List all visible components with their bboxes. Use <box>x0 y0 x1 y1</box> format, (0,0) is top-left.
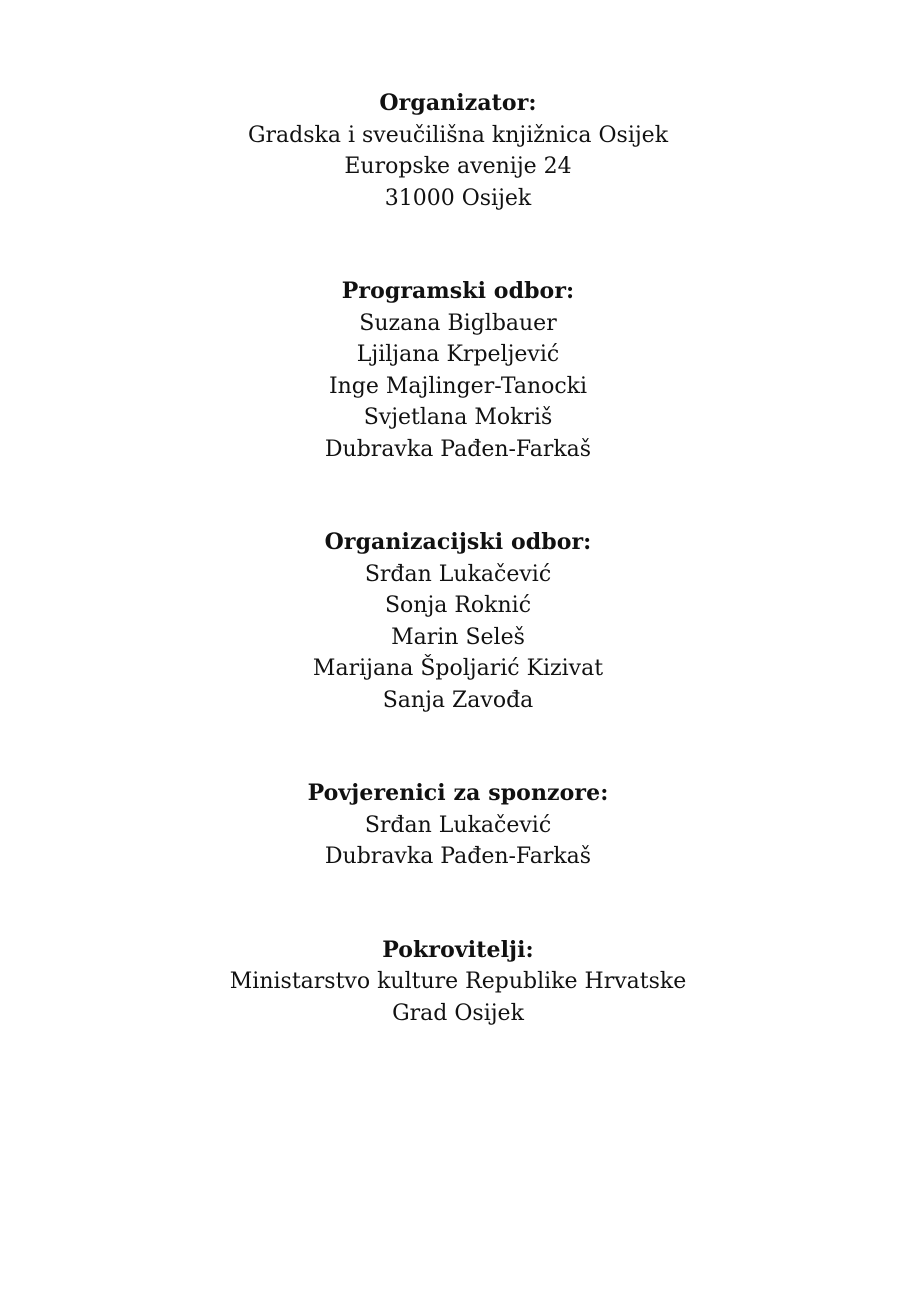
organizing-committee-member: Sanja Zavođa <box>382 687 534 713</box>
document-page <box>0 88 916 1091</box>
patrons-heading: Pokrovitelji: <box>382 936 534 963</box>
program-committee-member: Svjetlana Mokriš <box>363 405 553 430</box>
program-committee-heading: Programski odbor: <box>341 278 575 304</box>
program-committee-member: Inge Majlinger-Tanocki <box>328 373 588 399</box>
patron: Ministarstvo kulture Republike Hrvatske <box>229 969 687 994</box>
organizing-committee-member: Sonja Roknić <box>384 593 532 618</box>
organizing-committee-member: Marijana Špoljarić Kizivat <box>312 656 604 681</box>
organizing-committee-heading: Organizacijski odbor: <box>324 529 592 555</box>
organizing-committee-section <box>0 527 916 716</box>
organizing-committee-member: Srđan Lukačević <box>364 561 552 587</box>
organizing-committee-member: Marin Seleš <box>391 624 525 650</box>
patrons-section <box>0 935 916 1030</box>
sponsor-representatives-section <box>0 778 916 873</box>
organizer-name: Gradska i sveučilišna knjižnica Osijek <box>247 122 669 148</box>
sponsor-representative: Dubravka Pađen-Farkaš <box>324 844 592 869</box>
organizer-street: Europske avenije 24 <box>344 154 572 179</box>
program-committee-section <box>0 276 916 465</box>
organizer-city: 31000 Osijek <box>384 185 532 211</box>
program-committee-member: Dubravka Pađen-Farkaš <box>324 436 592 462</box>
organizer-heading: Organizator: <box>379 90 537 116</box>
program-committee-member: Suzana Biglbauer <box>359 310 557 336</box>
organizer-section <box>0 88 916 214</box>
sponsor-representatives-heading: Povjerenici za sponzore: <box>307 780 609 806</box>
patron: Grad Osijek <box>392 1000 524 1026</box>
sponsor-representative: Srđan Lukačević <box>364 812 552 838</box>
program-committee-member: Ljiljana Krpeljević <box>356 342 560 367</box>
